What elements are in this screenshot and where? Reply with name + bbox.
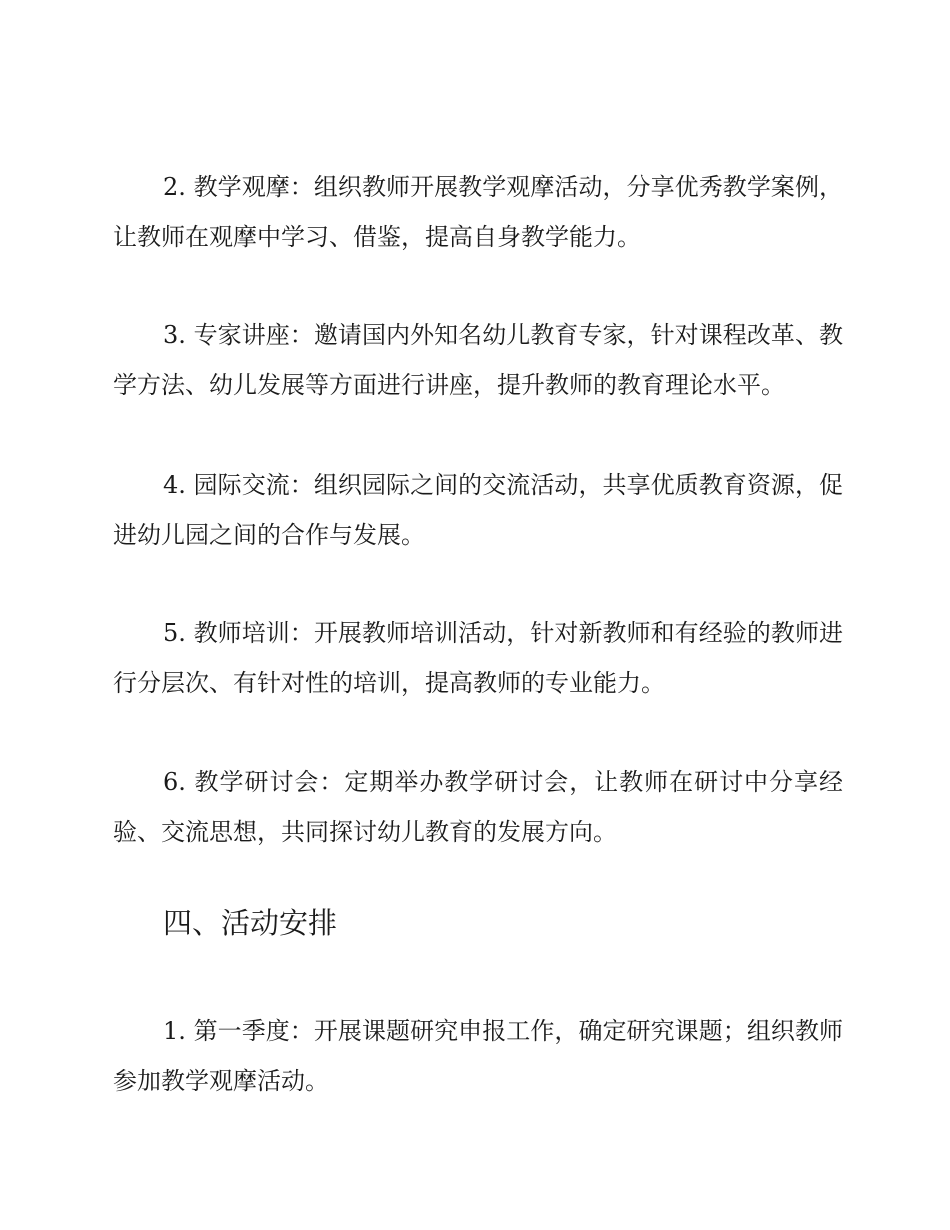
paragraph-teaching-observation: 2. 教学观摩：组织教师开展教学观摩活动，分享优秀教学案例，让教师在观摩中学习、借鉴，提高自身教学能力。 [113,173,843,251]
paragraph-inter-kindergarten-exchange: 4. 园际交流：组织园际之间的交流活动，共享优质教育资源，促进幼儿园之间的合作与发展。 [113,471,843,549]
paragraph-first-quarter: 1. 第一季度：开展课题研究申报工作，确定研究课题；组织教师参加教学观摩活动。 [113,1017,843,1095]
paragraph-expert-lectures: 3. 专家讲座：邀请国内外知名幼儿教育专家，针对课程改革、教学方法、幼儿发展等方面进行讲座，提升教师的教育理论水平。 [113,321,843,399]
paragraph-teaching-seminar: 6. 教学研讨会：定期举办教学研讨会，让教师在研讨中分享经验、交流思想，共同探讨幼儿教育的发展方向。 [113,768,843,846]
section-heading-activity-schedule: 四、活动安排 [163,906,338,940]
paragraph-teacher-training: 5. 教师培训：开展教师培训活动，针对新教师和有经验的教师进行分层次、有针对性的培训，提高教师的专业能力。 [113,619,843,697]
